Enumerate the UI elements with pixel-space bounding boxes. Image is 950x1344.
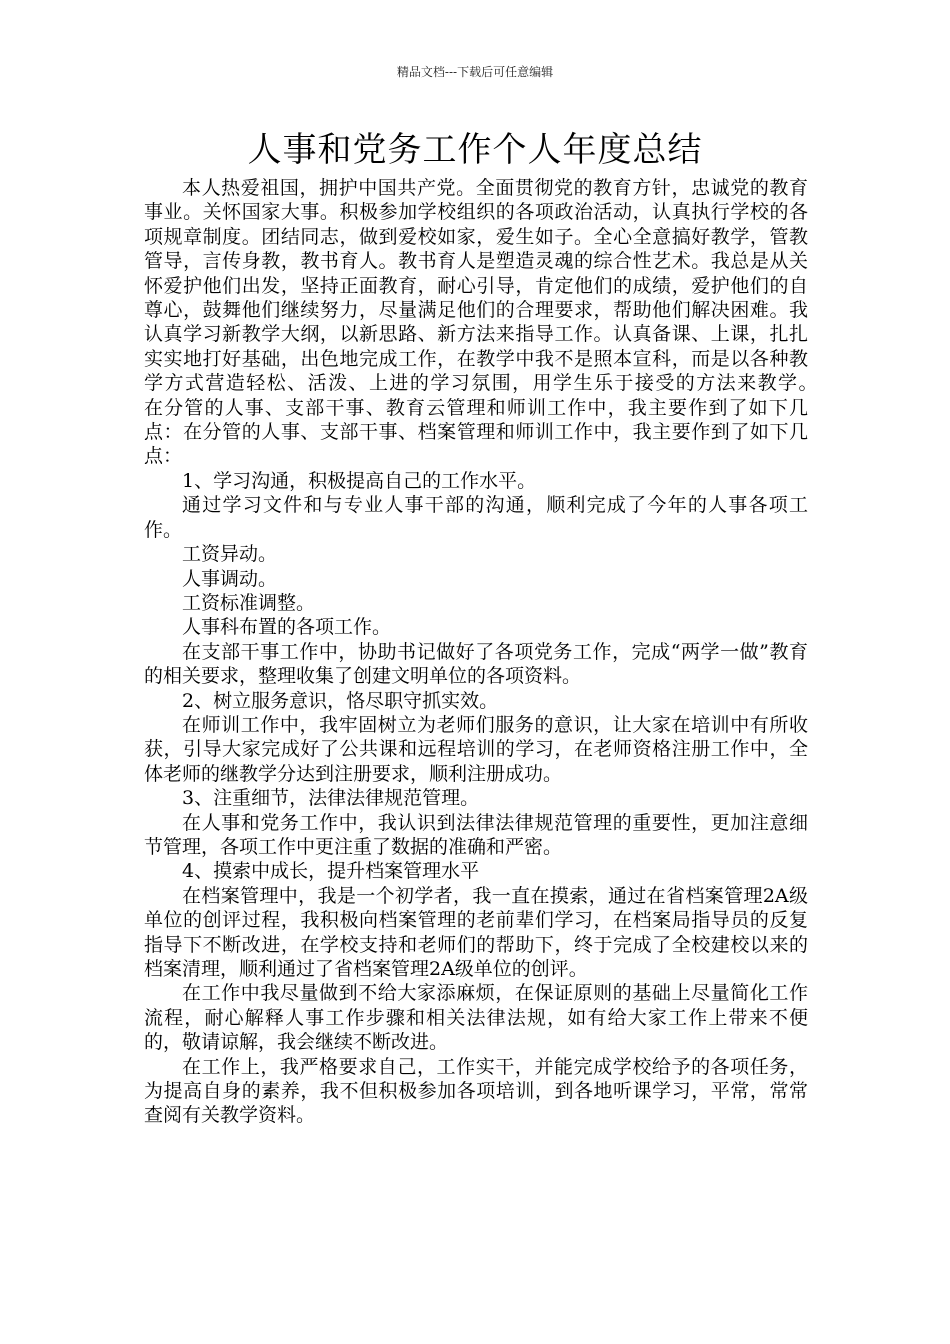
paragraph: 在人事和党务工作中，我认识到法律法律规范管理的重要性，更加注意细节管理，各项工作中更注重了数据的准确和严密。 [144, 811, 808, 858]
header-note: 精品文档---下载后可任意编辑 [396, 65, 554, 79]
list-item: 工资标准调整。 [182, 591, 316, 614]
section-heading-1: 1、学习沟通，积极提高自己的工作水平。 [182, 469, 537, 492]
paragraph: 通过学习文件和与专业人事干部的沟通，顺利完成了今年的人事各项工作。 [144, 494, 808, 541]
document-title: 人事和党务工作个人年度总结 [247, 130, 703, 170]
list-item: 人事调动。 [182, 567, 278, 590]
paragraph-intro: 本人热爱祖国，拥护中国共产党。全面贯彻党的教育方针，忠诚党的教育事业。关怀国家大事。积极参加学校组织的各项政治活动，认真执行学校的各项规章制度。团结同志，做到爱校如家，爱生如子。全心全意搞好教学，管教管导，言传身教，教书育人。教书育人是塑造灵魂的综合性艺术。我总是从关怀爱护他们出发，坚持正面教育，耐心引导，肯定他们的成绩，爱护他们的自尊心，鼓舞他们继续努力，尽量满足他们的合理要求，帮助他们解决困难。我认真学习新教学大纲，以新思路、新方法来指导工作。认真备课、上课，扎扎实实地打好基础，出色地完成工作，在教学中我不是照本宣科，而是以各种教学方式营造轻松、活泼、上进的学习氛围，用学生乐于接受的方法来教学。 在分管的人事、支部干事、教育云管理和师训工作中，我主要作到了如下几点：在分管的人事、支部干事、档案管理和师训工作中，我主要作到了如下几点： [144, 177, 847, 468]
paragraph: 在工作上，我严格要求自己，工作实干，并能完成学校给予的各项任务，为提高自身的素养，我不但积极参加各项培训，到各地听课学习，平常，常常查阅有关教学资料。 [144, 1055, 808, 1127]
paragraph: 在工作中我尽量做到不给大家添麻烦，在保证原则的基础上尽量简化工作流程，耐心解释人事工作步骤和相关法律法规，如有给大家工作上带来不便的，敬请谅解，我会继续不断改进。 [144, 982, 808, 1054]
section-heading-2: 2、树立服务意识，恪尽职守抓实效。 [182, 689, 499, 712]
paragraph: 在师训工作中，我牢固树立为老师们服务的意识，让大家在培训中有所收获，引导大家完成好了公共课和远程培训的学习，在老师资格注册工作中，全体老师的继教学分达到注册要求，顺利注册成功。 [144, 713, 808, 785]
document-body [144, 176, 847, 1128]
paragraph: 在支部干事工作中，协助书记做好了各项党务工作，完成“两学一做”教育的相关要求，整理收集了创建文明单位的各项资料。 [144, 640, 808, 688]
list-item: 人事科布置的各项工作。 [182, 616, 392, 639]
list-item: 工资异动。 [182, 543, 278, 566]
section-heading-3: 3、注重细节，法律法律规范管理。 [182, 787, 480, 810]
section-heading-4: 4、摸索中成长，提升档案管理水平 [182, 860, 480, 883]
paragraph: 在档案管理中，我是一个初学者，我一直在摸索，通过在省档案管理2A级单位的创评过程，我积极向档案管理的老前辈们学习，在档案局指导员的反复指导下不断改进，在学校支持和老师们的帮助下，终于完成了全校建校以来的档案清理，顺利通过了省档案管理2A级单位的创评。 [144, 884, 808, 980]
